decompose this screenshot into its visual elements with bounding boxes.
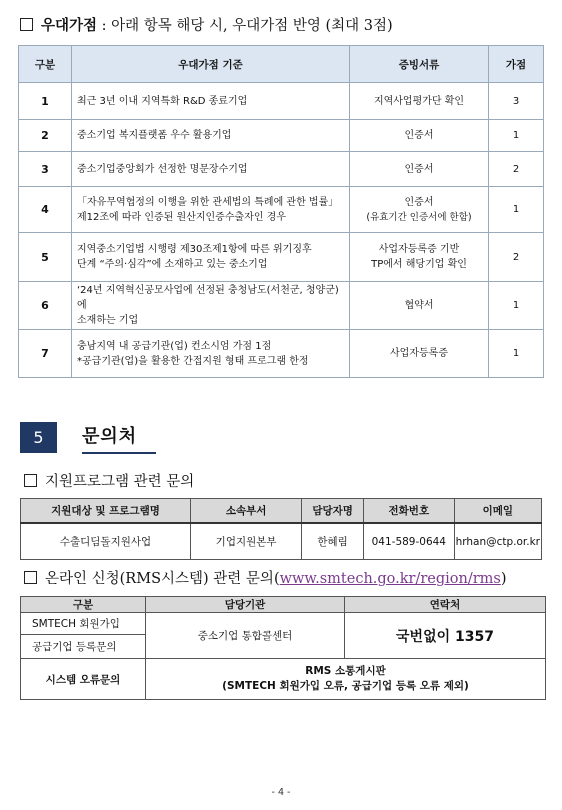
table-row xyxy=(21,659,546,700)
row-docs: 인증서 xyxy=(350,120,489,152)
page-number: - 4 - xyxy=(271,787,291,798)
cell-phone: 041-589-0644 xyxy=(364,523,455,560)
section-title: 문의처 xyxy=(82,422,156,454)
rms-link[interactable]: www.smtech.go.kr/region/rms xyxy=(279,571,501,587)
table-row xyxy=(19,187,544,233)
cell-supplier-registration: 공급기업 등록문의 xyxy=(21,635,146,659)
row-docs: 사업자등록증 xyxy=(350,330,489,378)
row-criteria: 지역중소기업법 시행령 제30조제1항에 따른 위기징후 단계 “주의·심각”에 소재하고 있는 중소기업 xyxy=(72,233,350,282)
cell-manager: 한혜림 xyxy=(302,523,364,560)
online-inquiry-title: 온라인 신청(RMS시스템) 관련 문의(www.smtech.go.kr/region/rms) xyxy=(24,567,507,588)
header-agency: 담당기관 xyxy=(146,597,345,613)
header-contact: 연락처 xyxy=(345,597,546,613)
row-criteria: ‘24년 지역혁신공모사업에 선정된 충청남도(서천군, 청양군)에 소재하는 기업 xyxy=(72,282,350,330)
online-contact-table xyxy=(20,596,546,700)
row-points: 1 xyxy=(489,187,544,233)
table-row xyxy=(19,282,544,330)
pref-section-title: 우대가점 : 아래 항목 해당 시, 우대가점 반영 (최대 3점) xyxy=(20,14,393,35)
pref-table xyxy=(18,45,544,378)
table-row xyxy=(19,233,544,282)
row-docs: 협약서 xyxy=(350,282,489,330)
checkbox-square-icon xyxy=(24,571,37,584)
cell-signup: SMTECH 회원가입 xyxy=(21,613,146,635)
row-number: 3 xyxy=(19,152,72,187)
table-row xyxy=(19,330,544,378)
pref-header-points: 가점 xyxy=(489,46,544,83)
cell-contact: 국번없이 1357 xyxy=(345,613,546,659)
header-email: 이메일 xyxy=(454,499,541,524)
table-row xyxy=(21,523,542,560)
cell-department: 기업지원본부 xyxy=(191,523,302,560)
row-number: 2 xyxy=(19,120,72,152)
row-docs: 인증서 xyxy=(350,152,489,187)
row-docs: 지역사업평가단 확인 xyxy=(350,83,489,120)
checkbox-square-icon xyxy=(24,474,37,487)
row-docs: 인증서 (유효기간 인증서에 한함) xyxy=(350,187,489,233)
row-criteria: 중소기업 복지플랫폼 우수 활용기업 xyxy=(72,120,350,152)
cell-rms-board: RMS 소통게시판 (SMTECH 회원가입 오류, 공급기업 등록 오류 제외) xyxy=(146,659,546,700)
table-row xyxy=(21,613,546,635)
row-number: 1 xyxy=(19,83,72,120)
row-number: 5 xyxy=(19,233,72,282)
row-points: 2 xyxy=(489,152,544,187)
header-program: 지원대상 및 프로그램명 xyxy=(21,499,191,524)
row-points: 3 xyxy=(489,83,544,120)
header-department: 소속부서 xyxy=(191,499,302,524)
table-row xyxy=(19,120,544,152)
row-points: 1 xyxy=(489,282,544,330)
row-criteria: 「자유무역협정의 이행을 위한 관세법의 특례에 관한 법률」 제12조에 따라 인증된 원산지인증수출자인 경우 xyxy=(72,187,350,233)
pref-header-docs: 증빙서류 xyxy=(350,46,489,83)
program-contact-table xyxy=(20,498,542,560)
table-row xyxy=(19,83,544,120)
row-docs: 사업자등록증 기반 TP에서 해당기업 확인 xyxy=(350,233,489,282)
checkbox-square-icon xyxy=(20,18,33,31)
row-points: 1 xyxy=(489,330,544,378)
program-inquiry-title: 지원프로그램 관련 문의 xyxy=(24,470,194,491)
row-criteria: 중소기업중앙회가 선정한 명문장수기업 xyxy=(72,152,350,187)
pref-header-criteria: 우대가점 기준 xyxy=(72,46,350,83)
pref-header-no: 구분 xyxy=(19,46,72,83)
cell-program: 수출디딤돌지원사업 xyxy=(21,523,191,560)
section-number-badge: 5 xyxy=(20,422,57,453)
cell-system-error: 시스템 오류문의 xyxy=(21,659,146,700)
row-number: 4 xyxy=(19,187,72,233)
row-number: 7 xyxy=(19,330,72,378)
row-criteria: 최근 3년 이내 지역특화 R&D 종료기업 xyxy=(72,83,350,120)
header-category: 구분 xyxy=(21,597,146,613)
table-row xyxy=(19,152,544,187)
row-points: 1 xyxy=(489,120,544,152)
cell-email[interactable]: hrhan@ctp.or.kr xyxy=(454,523,541,560)
row-criteria: 충남지역 내 공급기관(업) 컨소시엄 가점 1점 *공급기관(업)을 활용한 간접지원 형태 프로그램 한정 xyxy=(72,330,350,378)
row-points: 2 xyxy=(489,233,544,282)
header-manager: 담당자명 xyxy=(302,499,364,524)
header-phone: 전화번호 xyxy=(364,499,455,524)
row-number: 6 xyxy=(19,282,72,330)
cell-agency: 중소기업 통합콜센터 xyxy=(146,613,345,659)
